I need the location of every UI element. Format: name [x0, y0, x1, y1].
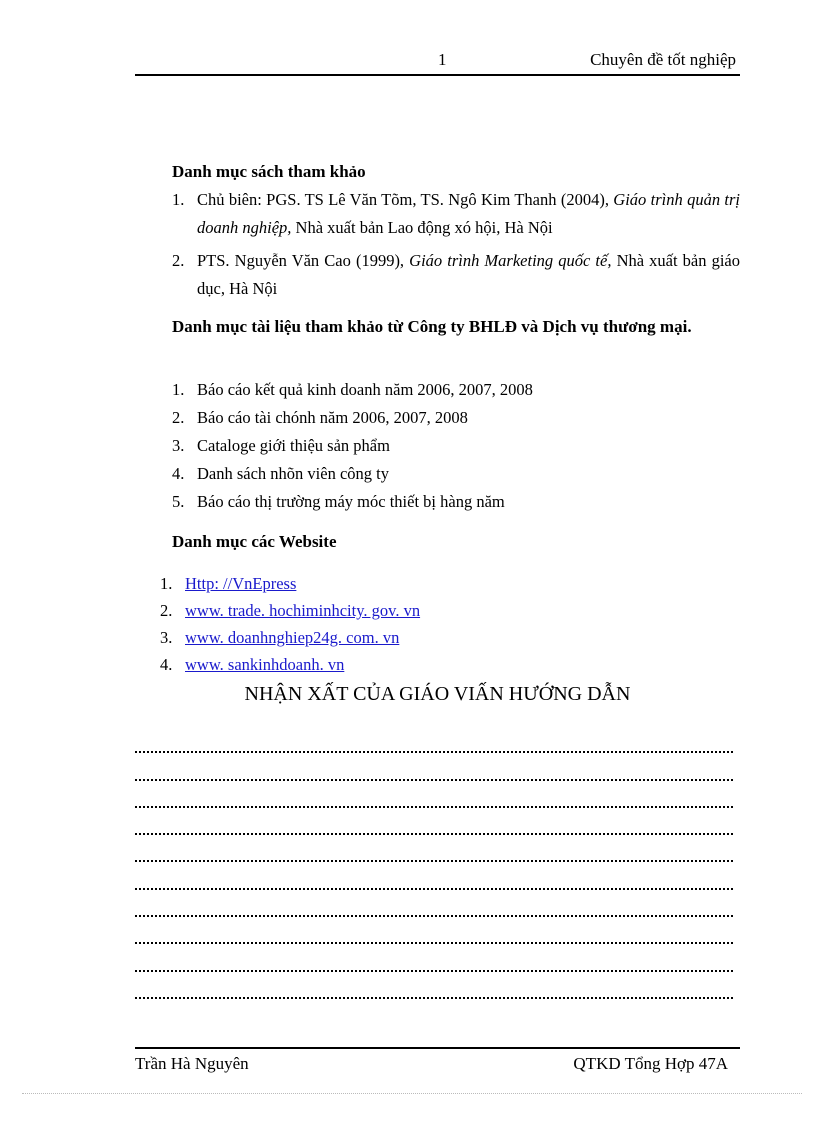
dotted-blank-line — [135, 759, 733, 786]
company-docs-heading: Danh mục tài liệu tham khảo từ Công ty BHLĐ và Dịch vụ thương mại. — [172, 317, 692, 336]
dotted-blank-line — [135, 978, 733, 1005]
website-item — [160, 570, 740, 597]
website-link[interactable]: Http: //VnEpress — [185, 574, 297, 593]
company-doc-text: Báo cáo kết quả kinh doanh năm 2006, 2007, 2008 — [197, 380, 533, 399]
website-number: 3. — [160, 628, 173, 647]
book-item-publisher: Nhà xuất bản giáo dục, Hà Nội — [197, 251, 740, 298]
company-doc-text: Báo cáo tài chónh năm 2006, 2007, 2008 — [197, 408, 468, 427]
dotted-blank-line — [135, 787, 733, 814]
company-doc-item — [172, 432, 740, 460]
company-doc-item — [172, 404, 740, 432]
book-item-number: 2. — [172, 251, 185, 270]
website-number: 4. — [160, 655, 173, 674]
website-item — [160, 624, 740, 651]
review-title — [135, 683, 740, 706]
book-item-title: Giáo trình Marketing quốc tế, — [409, 251, 612, 270]
footer-rule — [135, 1047, 740, 1049]
company-doc-text: Báo cáo thị trường máy móc thiết bị hàng năm — [197, 492, 505, 511]
websites-list — [160, 570, 740, 678]
book-item-text: Chủ biên: PGS. TS Lê Văn Tõm, TS. Ngô Kim Thanh (2004), — [197, 190, 614, 209]
header-rule — [135, 74, 740, 76]
page-bottom-border — [22, 1093, 802, 1094]
company-doc-text: Cataloge giới thiệu sản phẩm — [197, 436, 390, 455]
header-page-number: 1 — [438, 50, 447, 69]
website-link[interactable]: www. sankinhdoanh. vn — [185, 655, 345, 674]
company-doc-item — [172, 488, 740, 516]
book-item — [172, 186, 740, 242]
company-doc-item — [172, 376, 740, 404]
website-link[interactable]: www. doanhnghiep24g. com. vn — [185, 628, 400, 647]
footer-class: QTKD Tổng Hợp 47A — [573, 1054, 728, 1073]
dotted-blank-line — [135, 732, 733, 759]
page-header — [135, 48, 740, 74]
company-doc-number: 4. — [172, 464, 185, 483]
company-doc-number: 3. — [172, 436, 185, 455]
website-item — [160, 651, 740, 678]
company-doc-text: Danh sách nhõn viên công ty — [197, 464, 389, 483]
footer-author: Trần Hà Nguyên — [135, 1054, 249, 1073]
books-heading: Danh mục sách tham khảo — [172, 162, 366, 181]
company-doc-number: 5. — [172, 492, 185, 511]
website-number: 2. — [160, 601, 173, 620]
company-doc-number: 1. — [172, 380, 185, 399]
book-item-number: 1. — [172, 190, 185, 209]
book-item-publisher: Nhà xuất bản Lao động xó hội, Hà Nội — [291, 218, 553, 237]
book-item — [172, 247, 740, 303]
dotted-blank-line — [135, 841, 733, 868]
company-docs-list — [172, 376, 740, 516]
website-link[interactable]: www. trade. hochiminhcity. gov. vn — [185, 601, 421, 620]
website-item — [160, 597, 740, 624]
dotted-blank-line — [135, 950, 733, 977]
book-item-text: PTS. Nguyễn Văn Cao (1999), — [197, 251, 410, 270]
company-doc-number: 2. — [172, 408, 185, 427]
review-title-text: NHẬN XẤT CỦA GIÁO VIẤN HƯỚNG DẪN — [244, 683, 631, 705]
book-item-title: Giáo trình quản trị doanh nghiệp, — [197, 190, 740, 237]
dotted-blank-line — [135, 868, 733, 895]
dotted-blank-line — [135, 896, 733, 923]
books-list — [172, 186, 740, 308]
dotted-blank-line — [135, 923, 733, 950]
dotted-blank-line — [135, 814, 733, 841]
websites-heading: Danh mục các Website — [172, 532, 337, 551]
page-footer — [135, 1047, 740, 1087]
company-doc-item — [172, 460, 740, 488]
header-title: Chuyên đề tốt nghiệp — [590, 50, 736, 69]
review-blank-lines — [135, 732, 733, 1005]
website-number: 1. — [160, 574, 173, 593]
